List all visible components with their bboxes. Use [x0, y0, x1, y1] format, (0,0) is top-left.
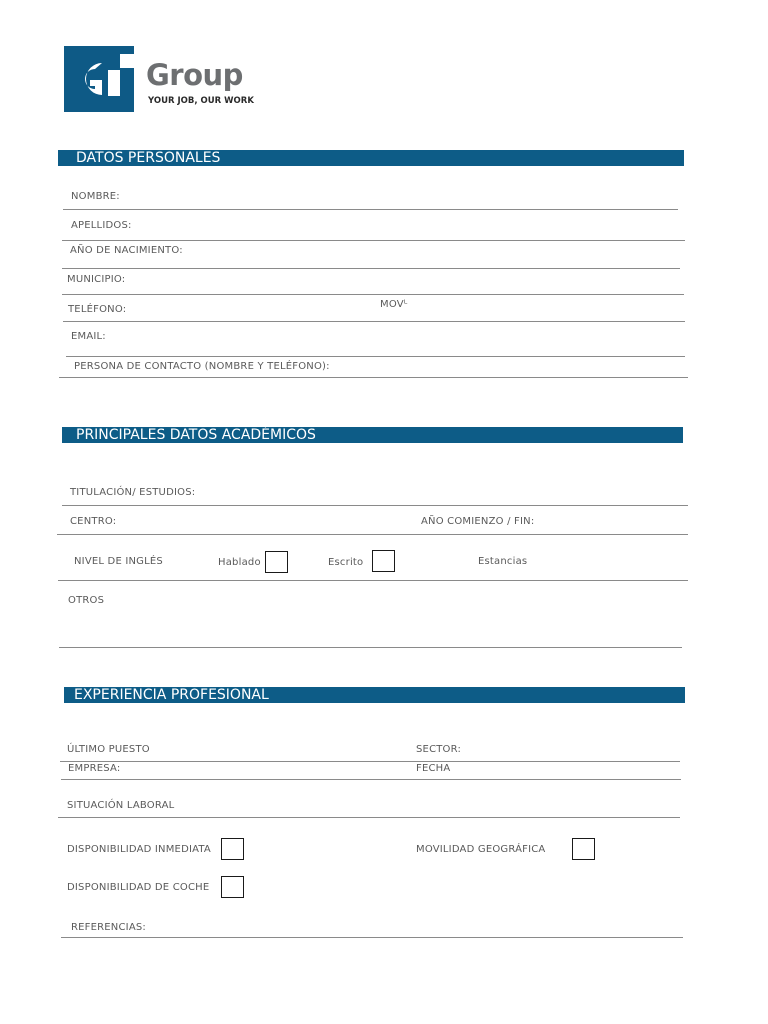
field-line-nacimiento[interactable]: [62, 268, 680, 269]
label-disponibilidad: DISPONIBILIDAD INMEDIATA: [67, 844, 211, 855]
field-line-contacto[interactable]: [59, 377, 688, 378]
label-ingles: NIVEL DE INGLÉS: [74, 556, 163, 567]
label-contacto: PERSONA DE CONTACTO (NOMBRE Y TELÉFONO):: [74, 361, 330, 372]
label-anio: AÑO COMIENZO / FIN:: [421, 516, 535, 527]
field-line-empresa[interactable]: [61, 779, 681, 780]
logo-wordmark: Group: [146, 58, 243, 92]
gi-logo-icon: [64, 46, 136, 112]
section-header-experience: EXPERIENCIA PROFESIONAL: [64, 687, 685, 703]
field-line-otros[interactable]: [59, 647, 682, 648]
field-line-referencias[interactable]: [61, 937, 683, 938]
field-line-nombre[interactable]: [63, 209, 678, 210]
section-header-personal: DATOS PERSONALES: [58, 150, 684, 166]
label-telefono: TELÉFONO:: [68, 304, 127, 315]
field-line-centro[interactable]: [57, 534, 688, 535]
checkbox-movilidad[interactable]: [572, 838, 595, 860]
checkbox-disponibilidad[interactable]: [221, 838, 244, 860]
field-line-puesto[interactable]: [60, 761, 680, 762]
checkbox-coche[interactable]: [221, 876, 244, 898]
label-movil: MOVᴸ: [380, 299, 408, 310]
field-line-municipio[interactable]: [62, 294, 684, 295]
label-estancias: Estancias: [478, 556, 528, 567]
label-otros: OTROS: [68, 595, 105, 606]
field-line-email[interactable]: [66, 356, 685, 357]
label-nombre: NOMBRE:: [71, 191, 120, 202]
field-line-apellidos[interactable]: [62, 240, 685, 241]
field-line-situacion[interactable]: [58, 817, 680, 818]
label-email: EMAIL:: [71, 331, 106, 342]
label-hablado: Hablado: [218, 557, 261, 568]
label-movilidad: MOVILIDAD GEOGRÁFICA: [416, 844, 546, 855]
label-fecha: FECHA: [416, 763, 451, 774]
checkbox-hablado[interactable]: [265, 551, 288, 573]
label-apellidos: APELLIDOS:: [71, 220, 132, 231]
field-line-ingles[interactable]: [58, 580, 688, 581]
label-situacion: SITUACIÓN LABORAL: [67, 800, 175, 811]
label-municipio: MUNICIPIO:: [67, 274, 126, 285]
label-referencias: REFERENCIAS:: [71, 922, 146, 933]
label-coche: DISPONIBILIDAD DE COCHE: [67, 882, 210, 893]
label-nacimiento: AÑO DE NACIMIENTO:: [70, 245, 183, 256]
label-titulacion: TITULACIÓN/ ESTUDIOS:: [70, 487, 196, 498]
field-line-titulacion[interactable]: [62, 505, 688, 506]
label-empresa: EMPRESA:: [68, 763, 121, 774]
label-sector: SECTOR:: [416, 744, 462, 755]
logo-tagline: YOUR JOB, OUR WORK: [148, 96, 254, 106]
label-puesto: ÚLTIMO PUESTO: [67, 744, 150, 755]
field-line-telefono[interactable]: [63, 321, 685, 322]
checkbox-escrito[interactable]: [372, 550, 395, 572]
label-escrito: Escrito: [328, 557, 364, 568]
section-header-academic: PRINCIPALES DATOS ACADÉMICOS: [62, 427, 683, 443]
label-centro: CENTRO:: [70, 516, 117, 527]
